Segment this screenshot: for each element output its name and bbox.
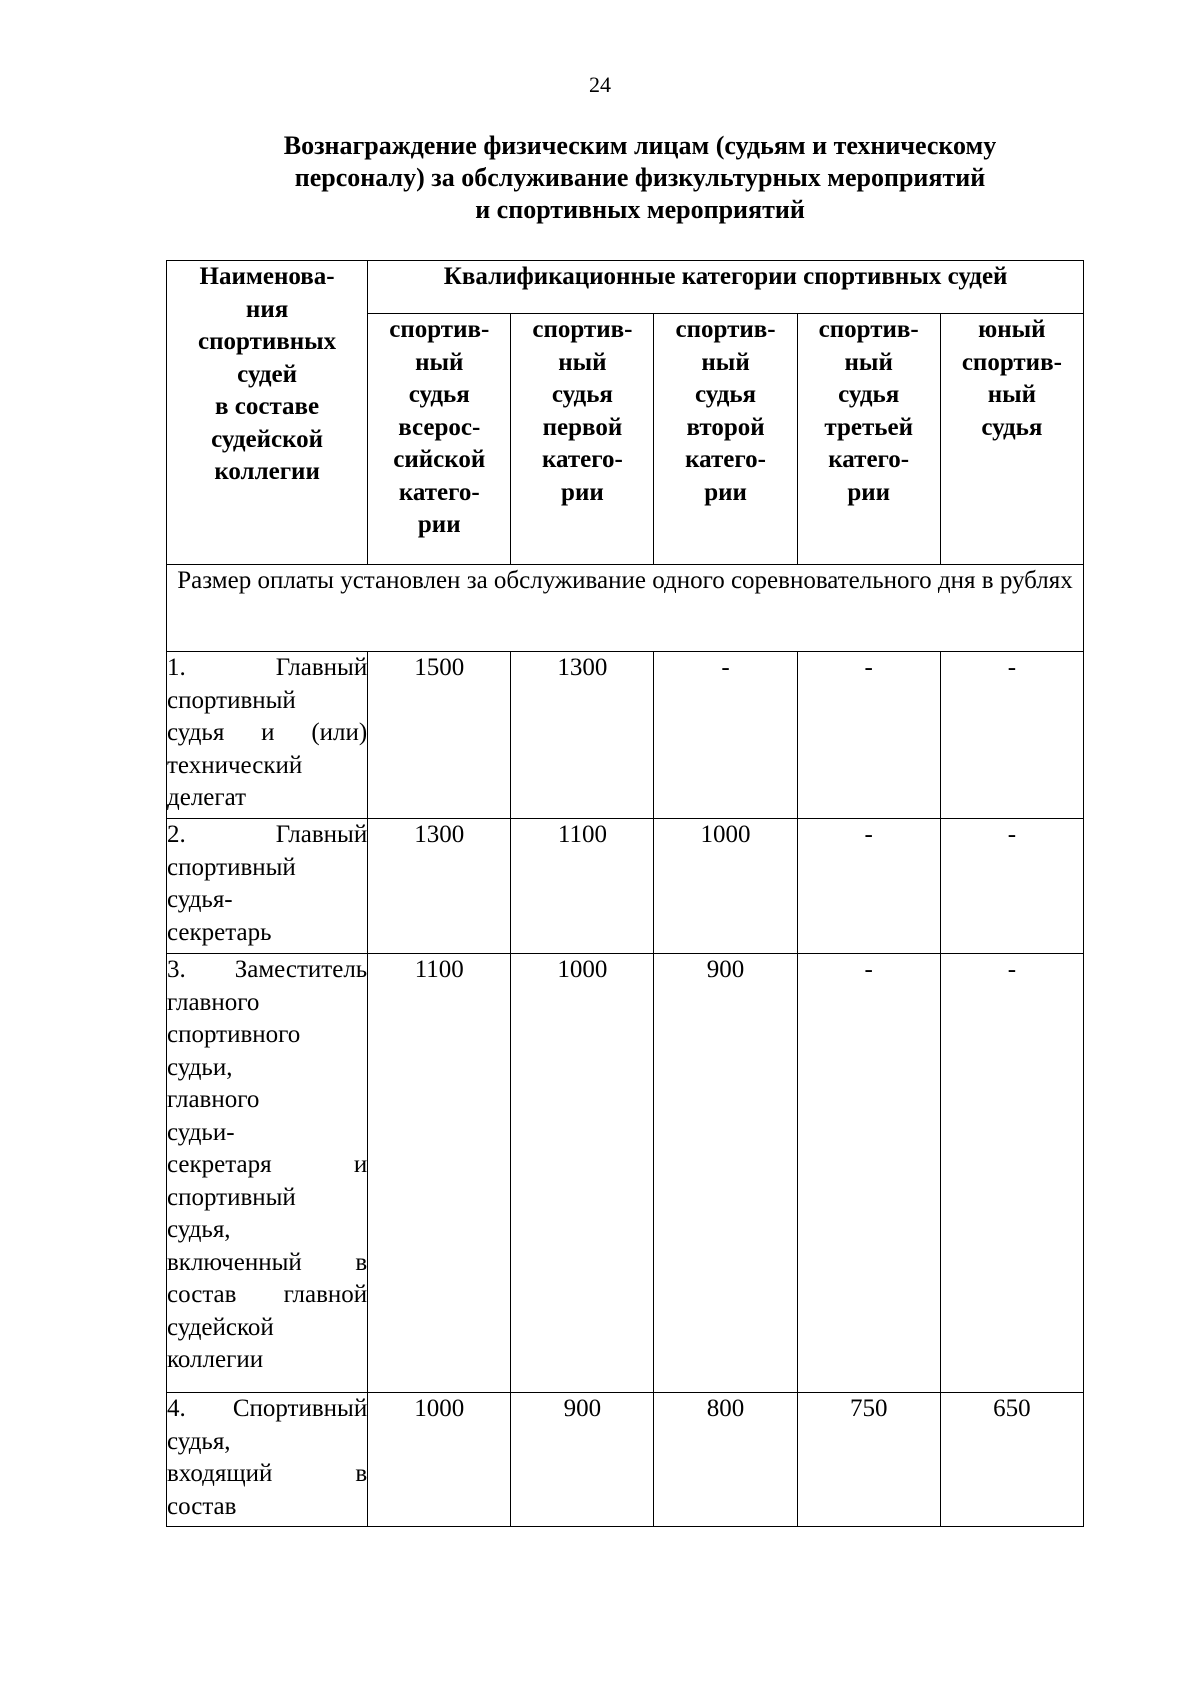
header-line: ный bbox=[987, 381, 1037, 408]
header-line: судейской bbox=[211, 425, 324, 453]
header-line: ный bbox=[844, 348, 893, 376]
document-title bbox=[160, 130, 1120, 226]
role-line: секретарь bbox=[167, 918, 272, 946]
role-line: спортивный bbox=[167, 1183, 296, 1211]
role-line: спортивного bbox=[167, 1021, 301, 1048]
name-column-header bbox=[167, 261, 368, 565]
header-line: первой bbox=[542, 413, 623, 441]
value-cell: - bbox=[940, 652, 1083, 819]
role-line: включенный в bbox=[167, 1248, 368, 1276]
category-header-all-russian bbox=[368, 314, 511, 565]
role-line: коллегии bbox=[167, 1346, 264, 1373]
role-line: судья- bbox=[167, 886, 233, 913]
table-row bbox=[167, 954, 1084, 1393]
title-line: и спортивных мероприятий bbox=[475, 195, 805, 224]
header-line: второй bbox=[686, 413, 765, 441]
role-line: судейской bbox=[167, 1313, 274, 1341]
table-row bbox=[167, 1393, 1084, 1527]
header-line: судья bbox=[551, 381, 613, 408]
role-line: состав bbox=[167, 1492, 237, 1520]
header-line: спортивных bbox=[198, 328, 337, 355]
role-line: 3. Заместитель bbox=[167, 956, 368, 983]
value-cell: 650 bbox=[940, 1393, 1083, 1527]
value-cell: - bbox=[654, 652, 797, 819]
header-line: судья bbox=[981, 413, 1043, 441]
role-line: технический bbox=[167, 751, 303, 779]
header-line: рии bbox=[847, 478, 891, 506]
value-cell: 750 bbox=[797, 1393, 940, 1527]
role-line: судья, bbox=[167, 1216, 231, 1243]
header-line: катего- bbox=[398, 478, 480, 506]
value-cell: 1100 bbox=[511, 819, 654, 954]
header-line: рии bbox=[417, 511, 461, 538]
header-line: катего- bbox=[828, 446, 910, 473]
value-cell: 1000 bbox=[368, 1393, 511, 1527]
value-cell: 1100 bbox=[368, 954, 511, 1393]
header-line: катего- bbox=[685, 446, 766, 473]
role-line: спортивный bbox=[167, 853, 296, 881]
role-cell bbox=[167, 819, 368, 954]
value-cell: 1000 bbox=[511, 954, 654, 1393]
role-line: судья и (или) bbox=[167, 719, 368, 746]
header-line: катего- bbox=[542, 446, 623, 473]
role-line: судьи, bbox=[167, 1053, 233, 1081]
role-line: главного bbox=[167, 988, 260, 1016]
header-line: юный bbox=[978, 316, 1046, 343]
value-cell: 900 bbox=[654, 954, 797, 1393]
role-line: главного bbox=[167, 1086, 260, 1113]
value-cell: - bbox=[797, 819, 940, 954]
role-cell bbox=[167, 652, 368, 819]
role-line: судьи- bbox=[167, 1118, 235, 1146]
header-line: ный bbox=[415, 348, 464, 376]
header-line: коллегии bbox=[214, 458, 320, 485]
header-line: судья bbox=[838, 381, 900, 408]
header-line: спортив- bbox=[675, 316, 776, 343]
value-cell: 1300 bbox=[511, 652, 654, 819]
value-cell: 1500 bbox=[368, 652, 511, 819]
header-line: третьей bbox=[824, 413, 913, 441]
value-cell: 1300 bbox=[368, 819, 511, 954]
table-row bbox=[167, 819, 1084, 954]
header-line: рии bbox=[561, 478, 604, 506]
header-line: в составе bbox=[215, 393, 320, 420]
header-line: судей bbox=[237, 360, 298, 388]
table-row bbox=[167, 652, 1084, 819]
header-line: спортив- bbox=[532, 316, 633, 343]
role-cell bbox=[167, 1393, 368, 1527]
header-line: спортив- bbox=[961, 348, 1062, 376]
role-line: судья, bbox=[167, 1427, 231, 1455]
role-line: секретаря и bbox=[167, 1151, 368, 1178]
role-line: делегат bbox=[167, 784, 247, 811]
category-header-third bbox=[797, 314, 940, 565]
role-line: состав главной bbox=[167, 1281, 368, 1308]
header-line: рии bbox=[704, 478, 747, 506]
header-line: спортив- bbox=[818, 316, 919, 343]
header-line: ния bbox=[245, 295, 289, 323]
payment-note: Размер оплаты установлен за обслуживание одного соревновательного дня в рублях bbox=[167, 565, 1084, 652]
role-line: 2. Главный bbox=[167, 821, 368, 848]
role-line: 1. Главный bbox=[167, 654, 368, 681]
value-cell: 800 bbox=[654, 1393, 797, 1527]
value-cell: - bbox=[797, 954, 940, 1393]
header-line: всерос- bbox=[398, 413, 481, 441]
header-line: судья bbox=[695, 381, 757, 408]
value-cell: - bbox=[940, 819, 1083, 954]
title-line: Вознаграждение физическим лицам (судьям и техническому bbox=[283, 131, 997, 160]
page-number: 24 bbox=[589, 72, 611, 97]
category-header-first bbox=[511, 314, 654, 565]
category-group-header: Квалификационные категории спортивных судей bbox=[368, 261, 1084, 314]
header-line: судья bbox=[408, 381, 470, 408]
header-line: Наименова- bbox=[199, 263, 335, 290]
value-cell: - bbox=[940, 954, 1083, 1393]
role-cell bbox=[167, 954, 368, 1393]
header-line: спортив- bbox=[389, 316, 490, 343]
category-header-youth bbox=[940, 314, 1083, 565]
role-line: входящий в bbox=[167, 1460, 368, 1487]
category-header-second bbox=[654, 314, 797, 565]
title-line: персоналу) за обслуживание физкультурных мероприятий bbox=[294, 163, 986, 192]
role-line: 4. Спортивный bbox=[167, 1395, 368, 1422]
value-cell: 1000 bbox=[654, 819, 797, 954]
value-cell: 900 bbox=[511, 1393, 654, 1527]
header-line: сийской bbox=[393, 446, 486, 473]
role-line: спортивный bbox=[167, 686, 296, 714]
header-line: ный bbox=[558, 348, 607, 376]
value-cell: - bbox=[797, 652, 940, 819]
fee-table bbox=[166, 260, 1084, 1527]
header-line: ный bbox=[701, 348, 750, 376]
